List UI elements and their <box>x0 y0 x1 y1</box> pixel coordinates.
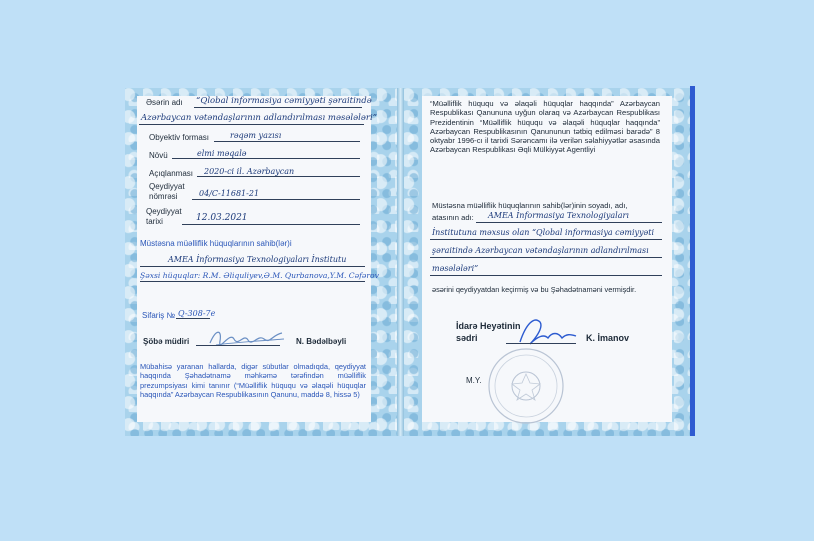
underline <box>194 107 362 108</box>
owner-line4: məsələləri” <box>432 264 479 273</box>
owner-line1: AMEA İnformasiya Texnologiyaları <box>488 211 629 220</box>
type-value: elmi məqalə <box>197 149 247 158</box>
underline <box>140 281 365 282</box>
owner-label-line1: Müstəsna müəlliflik hüquqlarının sahib(lər)inin soyadı, adı, <box>432 201 628 210</box>
board-name: K. İmanov <box>586 333 630 343</box>
order-value: Q-308-7e <box>178 309 216 318</box>
head-name: N. Bədəlbəyli <box>296 337 347 346</box>
reg-number-label: Qeydiyyat nömrəsi <box>149 182 185 201</box>
reg-number-value: 04/C-11681-21 <box>199 189 260 198</box>
underline <box>140 266 365 267</box>
owner-value: AMEA İnformasiya Texnologiyaları İnstitutu <box>168 255 347 264</box>
head-label: Şöbə müdiri <box>143 337 190 346</box>
type-label: Növü <box>149 151 168 160</box>
work-title-line2: Azərbaycan vətəndaşlarının adlandırılması məsələləri” <box>141 113 378 123</box>
order-label: Sifariş № <box>142 311 176 320</box>
published-label: Açıqlanması <box>149 169 194 178</box>
underline <box>196 345 280 346</box>
footer-note: Mübahisə yaranan hallarda, digər sübutlar olmadıqda, qeydiyyat haqqında Şəhadətnamə məhkəmə tərəfindən müəlliflik prezumpsiyası kimi tanınır (“Müəlliflik hüququ və əlaqəli hüquqlar haqqında” Azərbaycan Respublikasının Qanunu, maddə 8, hissə 5) <box>140 362 366 399</box>
official-seal <box>486 346 566 426</box>
object-form-value: rəqəm yazısı <box>230 131 282 140</box>
object-form-label: Obyektiv forması <box>149 133 210 142</box>
personal-rights: Şəxsi hüquqlar: R.M. Əliquliyev,Ə.M. Qurbanova,Y.M. Cəfərov <box>140 271 379 280</box>
underline <box>430 275 662 276</box>
underline <box>476 222 662 223</box>
work-title-line1: “Qlobal informasiya cəmiyyəti şəraitində <box>196 96 372 106</box>
underline <box>192 199 360 200</box>
underline <box>176 318 210 319</box>
seal-label: M.Y. <box>466 376 482 385</box>
underline <box>139 124 364 125</box>
board-label-line1: İdarə Heyətinin <box>456 321 521 331</box>
underline <box>197 176 360 177</box>
closing-text: əsərini qeydiyyatdan keçirmiş və bu Şəhadətnaməni vermişdir. <box>432 285 637 294</box>
underline <box>172 158 360 159</box>
owner-line3: şəraitində Azərbaycan vətəndaşlarının adlandırılması <box>432 246 649 255</box>
board-label-line2: sədri <box>456 333 478 343</box>
underline <box>430 257 662 258</box>
page-fold <box>397 88 404 436</box>
owner-line2: İnstitutuna məxsus olan “Qlobal informasiya cəmiyyəti <box>432 228 655 237</box>
underline <box>214 141 360 142</box>
certificate-intro: “Müəlliflik hüququ və əlaqəli hüquqlar haqqında” Azərbaycan Respublikası Qanununa uyğun olaraq və Azərbaycan Respublikası Prezidentinin “Müəlliflik hüququ və əlaqəli hüquqlar haqqında” Azərbaycan Respublikasının Qanununun tətbiq edilməsi barədə” 8 oktyabr 1996-cı il tarixli Sərəncamı ilə verilən səlahiyyətlər əsasında Azərbaycan Respublikası Əqli Mülkiyyət Agentliyi <box>430 99 660 155</box>
reg-date-label: Qeydiyyat tarixi <box>146 207 182 226</box>
work-title-label: Əsərin adı <box>146 98 183 107</box>
underline <box>430 239 662 240</box>
published-value: 2020-ci il. Azərbaycan <box>204 167 295 176</box>
page-edge <box>690 86 695 436</box>
owner-label-line2: atasının adı: <box>432 213 474 222</box>
underline <box>182 224 360 225</box>
reg-date-value: 12.03.2021 <box>196 213 248 223</box>
owner-label: Müstəsna müəlliflik hüquqlarının sahib(lər)i <box>140 239 292 248</box>
underline <box>506 343 576 344</box>
